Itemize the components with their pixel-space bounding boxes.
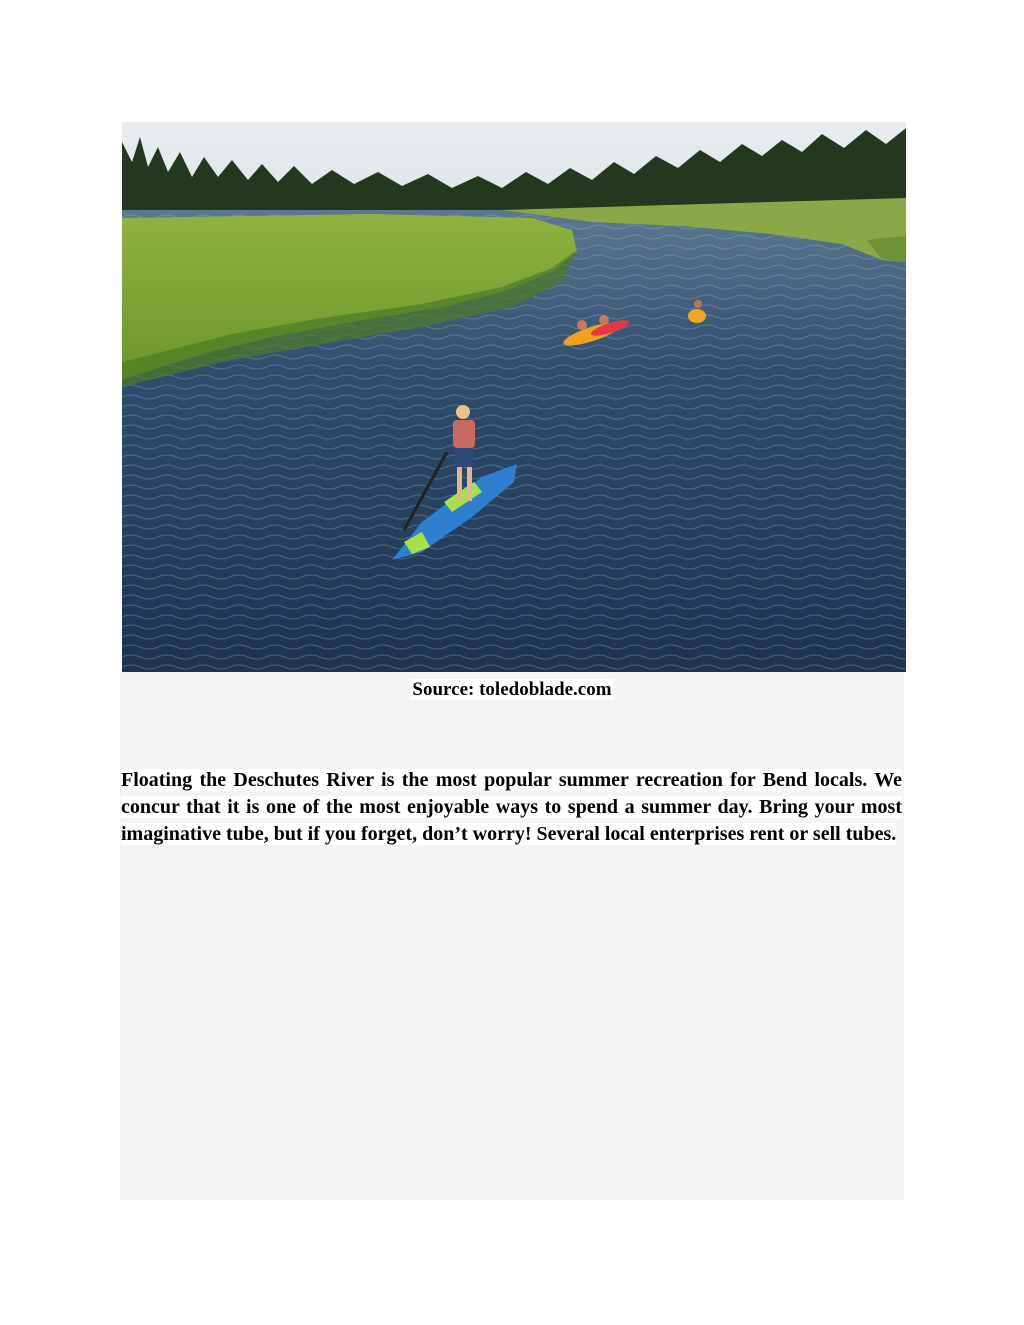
image-caption bbox=[120, 678, 904, 702]
paragraph-text: Floating the Deschutes River is the most popular summer recreation for Bend locals. We concur that it is one of the most enjoyable ways to spend a summer day. Bring your most imaginative tube, but if you forget, don’t worry! Several local enterprises rent or sell tubes. bbox=[121, 769, 902, 845]
article-paragraph bbox=[121, 767, 902, 848]
caption-text: Source: toledoblade.com bbox=[412, 679, 612, 700]
river-photo bbox=[122, 122, 906, 672]
content-panel bbox=[120, 672, 904, 1200]
